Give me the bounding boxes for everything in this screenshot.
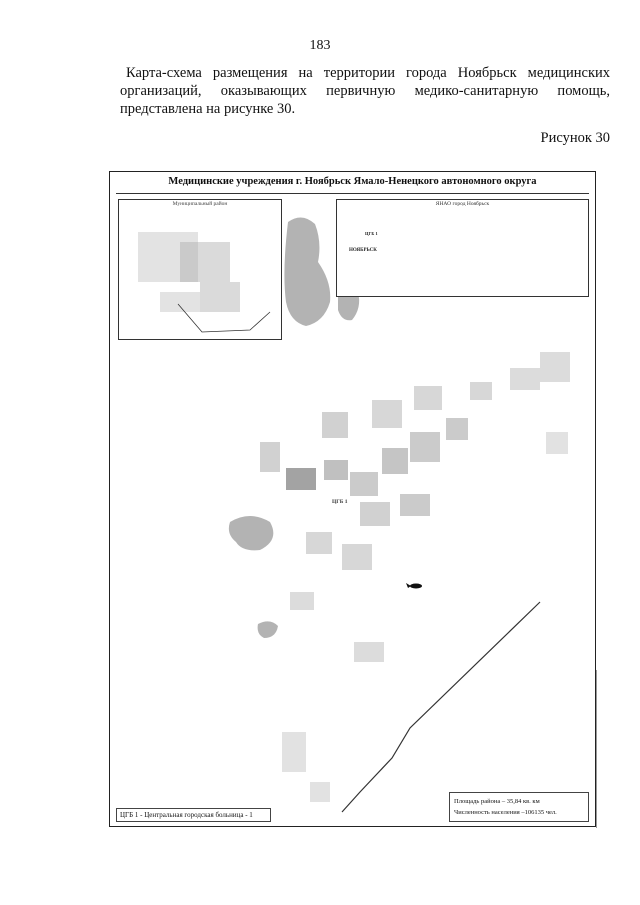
map-hospital-label: ЦГБ 1: [332, 499, 348, 505]
intro-paragraph: [120, 64, 610, 118]
title-divider: [116, 193, 589, 194]
legend-right: [449, 792, 589, 822]
figure-label: Рисунок 30: [540, 130, 610, 146]
inset-city-label: НОЯБРЬСК: [349, 248, 377, 253]
map-figure: [109, 171, 596, 827]
intro-line-2: организаций, оказывающих первичную медико-санитарную помощь,: [120, 83, 610, 99]
intro-line-3: представлена на рисунке 30.: [120, 101, 296, 117]
inset-right-title: ЯНАО город Ноябрьск: [435, 201, 490, 207]
inset-code-label: ЦГБ 1: [365, 231, 378, 236]
legend-left: ЦГБ 1 - Центральная городская больница - 1: [116, 808, 271, 822]
lake: [284, 217, 330, 326]
inset-right: [336, 199, 589, 297]
inset-left: [118, 199, 282, 340]
intro-line-1: Карта-схема размещения на территории города Ноябрьск медицинских: [126, 65, 610, 81]
map-title: Медицинские учреждения г. Ноябрьск Ямало-Ненецкого автономного округа: [168, 176, 537, 187]
city-blocks: [260, 352, 570, 802]
hospital-marker: [406, 583, 422, 589]
page-number: 183: [309, 38, 331, 53]
area-info: Площадь района – 35,84 кв. км: [454, 798, 540, 805]
west-water: [229, 516, 273, 550]
population-info: Численность населения –106135 чел.: [454, 809, 557, 816]
inset-left-title: Муниципальный район: [172, 201, 228, 207]
district-boundary: [342, 602, 540, 812]
sw-water: [258, 621, 278, 638]
